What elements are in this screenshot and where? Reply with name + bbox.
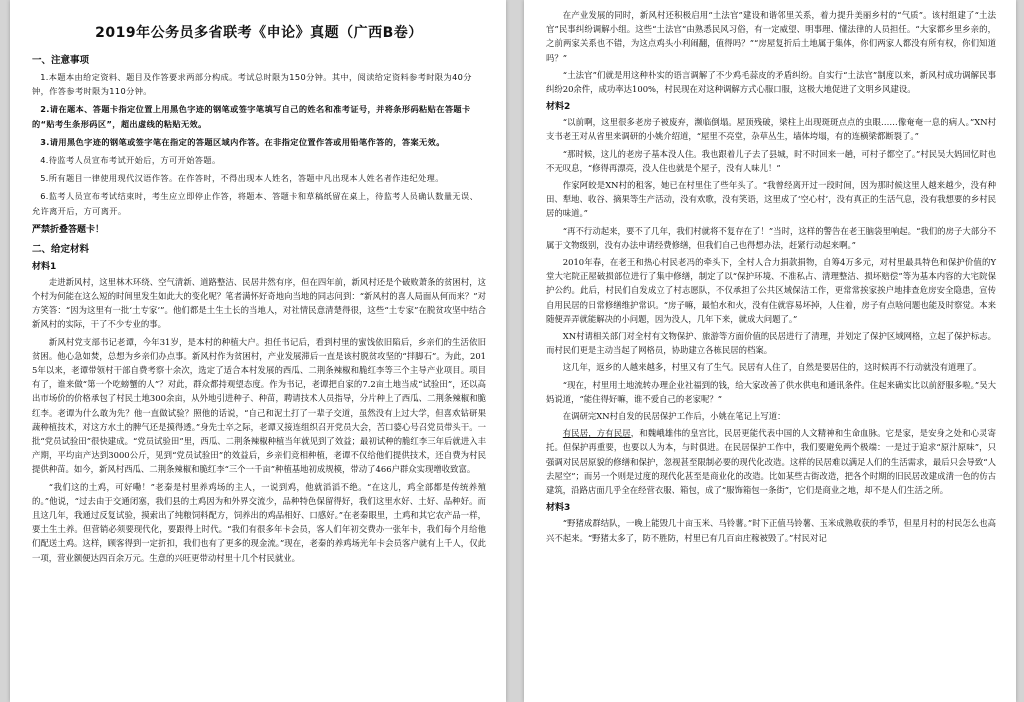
- notice-item: 5.所有题目一律使用现代汉语作答。在作答时，不得出现本人姓名，答题中凡出现本人姓名者作违纪处理。: [40, 173, 444, 184]
- body-paragraph: “那时候，这儿的老房子基本没人住。我也跟着儿子去了县城，时不时回来一趟，可村子都空了。”村民吴大妈回忆时也不无叹息，“修得再漂亮，没人住也就是个屋子，没有人味儿！”: [546, 148, 996, 173]
- body-paragraph: “以前啊，这里很多老房子被废弃，濒临倒塌。屋顶残破，梁柱上出现斑斑点点的虫眼……像奄奄一息的病人。”XN村支书老王对从省里来调研的小姚介绍道，“屋里不亮堂，杂草丛生，墙体垮塌，有的连横梁都断裂了。”: [546, 117, 996, 142]
- body-paragraph: 走进新风村，这里林木环绕、空气清新、道路整洁、民居井然有序，但在四年前，新风村还是个破败萧条的贫困村，这个村为何能在这么短的时间里发生如此大的变化呢？笔者满怀好奇地向当地的同志问到：“新风村的喜人局面从何而来？”对方笑答：“因为这里有一批‘土专家’”。他们都是土生土长的当地人，对社情民意清楚得很，这些“土专家”在脱贫攻坚中结合新风村的实际，干了不少专业的事。: [32, 276, 486, 330]
- document-page-right[interactable]: [524, 0, 1016, 702]
- section-heading-materials: 二、给定材料: [32, 243, 90, 255]
- notice-item: 6.监考人员宣布考试结束时，考生应立即停止作答，将题本、答题卡和草稿纸留在桌上，待监考人员确认数量无误、允许离开后，方可离开。: [32, 191, 479, 216]
- body-paragraph: “现在，村里用土地流转办理企业社福到的钱，给大家改善了供水供电和通讯条件。住起来确实比以前舒服多啦。”吴大妈说道，“能住得好嘛，谁不爱自己的老家呢？”: [546, 379, 996, 404]
- body-paragraph: “再不行动起来，要不了几年，我们村就将不复存在了！”当时，这样的警告在老王脑袋里响起。“我们的房子大部分不属于文物级别，没有办法申请经费修缮，但我们自己也得想办法，赶紧行动起来啊。”: [546, 225, 996, 250]
- body-paragraph: [546, 426, 996, 497]
- document-page-left[interactable]: [10, 0, 506, 702]
- underlined-lead: 有民居，方有民居: [562, 428, 631, 439]
- material-heading: 材料1: [32, 261, 57, 272]
- body-paragraph: 作家阿皎是XN村的租客，她已在村里住了些年头了。“我曾经离开过一段时间，因为那时候这里人越来越少，没有种田、犁地、收谷、摘果等生产活动，没有欢歌，没有笑语，这里成了‘空心村’，没有真正的生活气息，没有我想要的乡村民居的味道。”: [546, 180, 996, 219]
- strict-warning: 严禁折叠答题卡！: [32, 224, 105, 235]
- document-title: 2019年公务员多省联考《申论》真题（广西B卷）: [95, 25, 423, 41]
- material-heading: 材料3: [546, 503, 571, 514]
- body-paragraph: 新风村党支部书记老谭，今年31岁，是本村的种植大户。担任书记后，看到村里的蜜饯依旧陷后，乡亲们的生活依旧贫困。他心急如焚，总想为乡亲们办点事。新风村作为贫困村，产业发展滞后一直是该村脱贫攻坚的“拌脚石”。为此，2015年以来，老谭带领村干部自费考察十余次，选定了适合本村发展的西瓜、二荆条辣椒和脆红李等三个主导产业项目。项目有了，谁来做“第一个吃螃蟹的人”？对此，群众都持观望态度。作为书记，老谭把自家的7.2亩土地当成“试验田”，还以高出市场价的价格承包了村民土地300余亩，从外地引进种子、种苗，聘请技术人员指导，分片种上了西瓜、二荆条辣椒和脆红李。老谭为什么敢为先？他一直做试验？照他的话说，“自己和泥土打了一辈子交道，虽然没有上过大学，但喜欢钻研果蔬种植技术，对这方水土的脾气还是摸得透。”身先士卒之际，老谭又接连组织召开党员大会，苦口婆心号召党员带头干。一批“党员试验田”很快建成。“党员试验田”里，西瓜、二荆条辣椒种植当年就见到了效益；最初试种的脆红李三年后就进入丰产期，平均亩产达到3000公斤，见到“党员试验田”的效益后，乡亲们竞相种植，老谭不仅给他们提供技术，还自费为村民提供种苗。如今，新风村西瓜、二荆条辣椒和脆红李“三个一千亩”种植基地初成规模，带动了466户群众实现增收致富。: [32, 336, 486, 475]
- body-paragraph: 这几年，返乡的人越来越多，村里又有了生气。民居有人住了，自然是要居住的，这时候再不行动就没有道理了。: [562, 362, 982, 373]
- notice-item: 4.待监考人员宣布考试开始后，方可开始答题。: [40, 155, 221, 166]
- section-heading-notices: 一、注意事项: [32, 55, 90, 66]
- body-paragraph: “我们这的土鸡，可好嘞！”老秦是村里养鸡场的主人，一说到鸡，他就滔滔不绝。“在这儿，鸡全部都是传统养殖的。”他说，“过去由于交通闭塞，我们县的土鸡因为和外界交流少，品种特色保留得好，我们这里水好、土好、品种好。而且这几年，我通过反复试验，摸索出了纯粮饲料配方，饲养出的鸡品相好、口感好。”在老秦眼里，土鸡和其它农产品一样，要土生土养。但营销必须要现代化，要跟得上时代。“我们有很多年卡会员，客人们年初交费办一张年卡，我们每个月给他们配送土鸡。这样，顾客得到一定折扣，我们也有了更多的现金流。”现在，老秦的养鸡场光年卡会员客户就有上千人，仅此一项，营业额便达四百余万元。生意的兴旺更带动村里十几个村民就业。: [32, 481, 486, 563]
- body-paragraph: 在调研完XN村自发的民居保护工作后，小姚在笔记上写道：: [562, 411, 786, 422]
- notice-item: 3.请用黑色字迹的钢笔或签字笔在指定的答题区域内作答。在非指定位置作答或用铅笔作答的，答案无效。: [40, 136, 445, 147]
- notice-item: 1.本题本由给定资料、题目及作答要求两部分构成。考试总时限为150分钟。其中，阅读给定资料参考时限为40分钟，作答参考时限为110分钟。: [32, 72, 472, 97]
- body-paragraph: “野猪成群结队，一晚上能毁几十亩玉米、马铃薯。”时下正值马铃薯、玉米成熟收获的季节，但星月村的村民怎么也高兴不起来。“野猪太多了，防不胜防，村里已有几百亩庄稼被毁了。”村民对记: [546, 518, 996, 543]
- material-heading: 材料2: [546, 102, 571, 113]
- notice-item: 2.请在题本、答题卡指定位置上用黑色字迹的钢笔或签字笔填写自己的姓名和准考证号，并将条形码粘贴在答题卡的“贴考生条形码区”，超出虚线的粘贴无效。: [32, 104, 471, 129]
- body-paragraph: 在产业发展的同时，新风村还积极启用“土法官”建设和谐邻里关系，着力提升美丽乡村的“气质”。该村组建了“土法官”民事纠纷调解小组。这些“土法官”由熟悉民风习俗，有一定威望、明事理、懂法律的人员担任。“大家都乡里乡亲的，之前两家关系也不错，为这点鸡头小利闹翻，值得吗？”“房屋复折后土地属于集体，你们两家人都没有所有权，你们知道吗？”: [546, 10, 996, 63]
- body-paragraph: XN村请相关部门对全村有文物保护、旅游等方面价值的民居进行了清理，并划定了保护区域网格，立起了保护标志。而村民们更是主动当起了网格员，协助建立各栋民居的档案。: [546, 331, 996, 356]
- body-paragraph: 2010年春，在老王和热心村民老冯的牵头下，全村人合力捐款捐物，自筹4万多元，对村里最具特色和保护价值的Y堂大宅院正屋破损部位进行了集中修缮，制定了以“保护环境、不准私占、清理整洁、损坏赔偿”等为基本内容的大宅院保护公约。此后，村民们自发成立了村志愿队，不仅承担了公共区域保洁工作，更常常挨家挨户地排查危房安全隐患，宣传自用民居的日常修缮维护常识。“房子嘛，最怕水和火，没有住就容易坏掉，人住着，房子有点啥问题也能及时察觉。本来随便弄弄就能解决的小问题，因为没人，几年下来，就成大问题了。”: [546, 257, 996, 324]
- paragraph-text: ，和魏峨雄伟的皇宫比，民居更能代表中国的人文精神和生命血脉。它是家，是安身之处和心灵寄托。但保护再重要，也要以人为本，与时俱进。在民居保护工作中，我们要避免两个极端：一是过于追求“原汁原味”，只强调对民居原貌的修缮和保护，忽视甚至限制必要的现代化改造。这样的民居难以满足人们的生活需求，最后只会导致“人去屋空”；而另一个则是过度的现代化甚至是商业化的改造。比如某些古街改造，把各个时期的旧民居改建成清一色的仿古建筑，沿路店面几乎全在经营衣服、箱包，成了“服饰箱包一条街”，它们是商业之地，却不是人们生活之所。: [546, 428, 997, 496]
- notice-list: [32, 70, 486, 218]
- body-paragraph: “土法官”们就是用这种朴实的语言调解了不少鸡毛蒜皮的矛盾纠纷。自实行“土法官”制度以来，新风村成功调解民事纠纷20余件，成功率达100%，村民现在对这种调解方式心服口服，这极大地促进了文明乡风建设。: [546, 69, 996, 95]
